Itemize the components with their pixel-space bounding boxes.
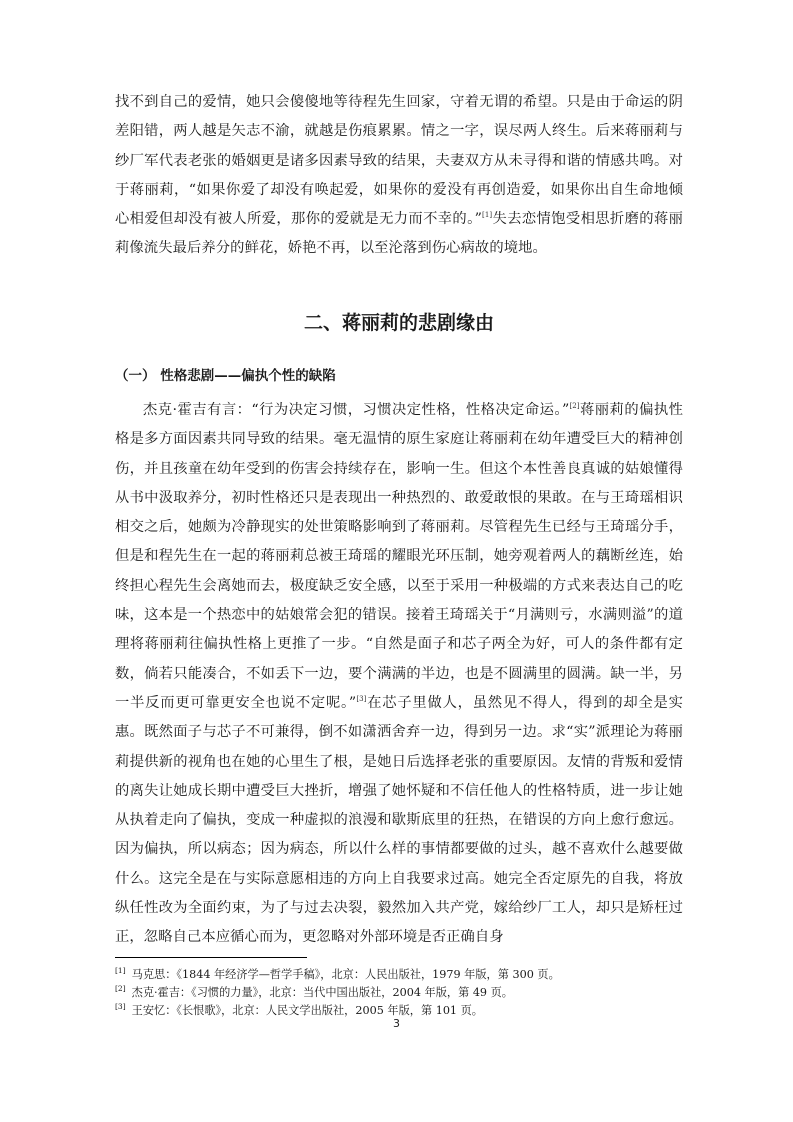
footnote-divider: [115, 957, 307, 958]
section-heading: 二、蒋丽莉的悲剧缘由: [303, 312, 494, 334]
paragraph-text: 找不到自己的爱情，她只会傻傻地等待程先生回家，守着无谓的希望。只是由于命运的阴差阳错，两人越是矢志不渝，就越是伤痕累累。情之一字，误尽两人终生。后来蒋丽莉与纱厂军代表老张的婚姻更是诸多因素导致的结果，夫妻双方从未寻得和谐的情感共鸣。对于蒋丽莉，“如果你爱了却没有唤起爱，如果你的爱没有再创造爱，如果你出自生命地倾心相爱但却没有被人所爱，那你的爱就是无力而不幸的。”: [115, 94, 683, 228]
citation-ref-2: [2]: [569, 402, 580, 411]
citation-ref-3: [3]: [356, 695, 367, 704]
paragraph-text: 杰克·霍吉有言：“行为决定习惯，习惯决定性格，性格决定命运。”: [143, 402, 570, 418]
footnote-text: 王安忆：《长恨歌》，北京：人民文学出版社，2005 年版，第 101 页。: [131, 1004, 483, 1017]
paragraph-continuation: [115, 88, 683, 264]
footnote-item: [115, 984, 683, 1002]
footnote-text: 杰克·霍吉：《习惯的力量》，北京：当代中国出版社，2004 年版，第 49 页。: [131, 986, 513, 999]
footnote-item: [115, 966, 683, 984]
footnote-text: 马克思：《1844 年经济学—哲学手稿》，北京：人民出版社，1979 年版，第 300 页。: [131, 968, 560, 981]
paragraph-text: 失去恋情饱受相思折磨的蒋丽莉像流失最后养分的鲜花，娇艳不再，以至沦落到伤心病故的境地。: [115, 211, 683, 257]
subsection-heading: （一） 性格悲剧——偏执个性的缺陷: [115, 368, 336, 384]
footnote-mark: [1]: [115, 966, 126, 976]
paragraph-text: 蒋丽莉的偏执性格是多方面因素共同导致的结果。毫无温情的原生家庭让蒋丽莉在幼年遭受巨大的精神创伤，并且孩童在幼年受到的伤害会持续存在，影响一生。但这个本性善良真诚的姑娘懂得从书中汲取养分，初时性格还只是表现出一种热烈的、敢爱敢恨的果敢。在与王琦瑶相识相交之后，她颇为冷静现实的处世策略影响到了蒋丽莉。尽管程先生已经与王琦瑶分手，但是和程先生在一起的蒋丽莉总被王琦瑶的耀眼光环压制，她旁观着两人的藕断丝连，始终担心程先生会离她而去，极度缺乏安全感，以至于采用一种极端的方式来表达自己的吃味，这本是一个热恋中的姑娘常会犯的错误。接着王琦瑶关于“月满则亏，水满则溢”的道理将蒋丽莉往偏执性格上更推了一步。“自然是面子和芯子两全为好，可人的条件都有定数，倘若只能凑合，不如丢下一边，要个满满的半边，也是不圆满里的圆满。缺一半，另一半反而更可靠更安全也说不定呢。”: [115, 402, 684, 711]
footnotes: [115, 966, 683, 1020]
paragraph-personality: [115, 396, 683, 953]
footnote-mark: [2]: [115, 984, 126, 994]
page-number: 3: [393, 1017, 400, 1030]
paragraph-text: 在芯子里做人，虽然见不得人，得到的却全是实惠。既然面子与芯子不可兼得，倒不如潇洒舍弃一边，得到另一边。求“实”派理论为蒋丽莉提供新的视角也在她的心里生了根，是她日后选择老张的重要原因。友情的背叛和爱情的离失让她成长期中遭受巨大挫折，增强了她怀疑和不信任他人的性格特质，进一步让她从执着走向了偏执，变成一种虚拟的浪漫和歇斯底里的狂热，在错误的方向上愈行愈远。因为偏执，所以病态；因为病态，所以什么样的事情都要做的过头，越不喜欢什么越要做什么。这完全是在与实际意愿相违的方向上自我要求过高。她完全否定原先的自我，将放纵任性改为全面约束，为了与过去决裂，毅然加入共产党，嫁给纱厂工人，却只是矫枉过正，忽略自己本应循心而为，更忽略对外部环境是否正确自身: [115, 694, 683, 946]
citation-ref-1: [1]: [482, 211, 493, 220]
footnote-mark: [3]: [115, 1002, 126, 1012]
